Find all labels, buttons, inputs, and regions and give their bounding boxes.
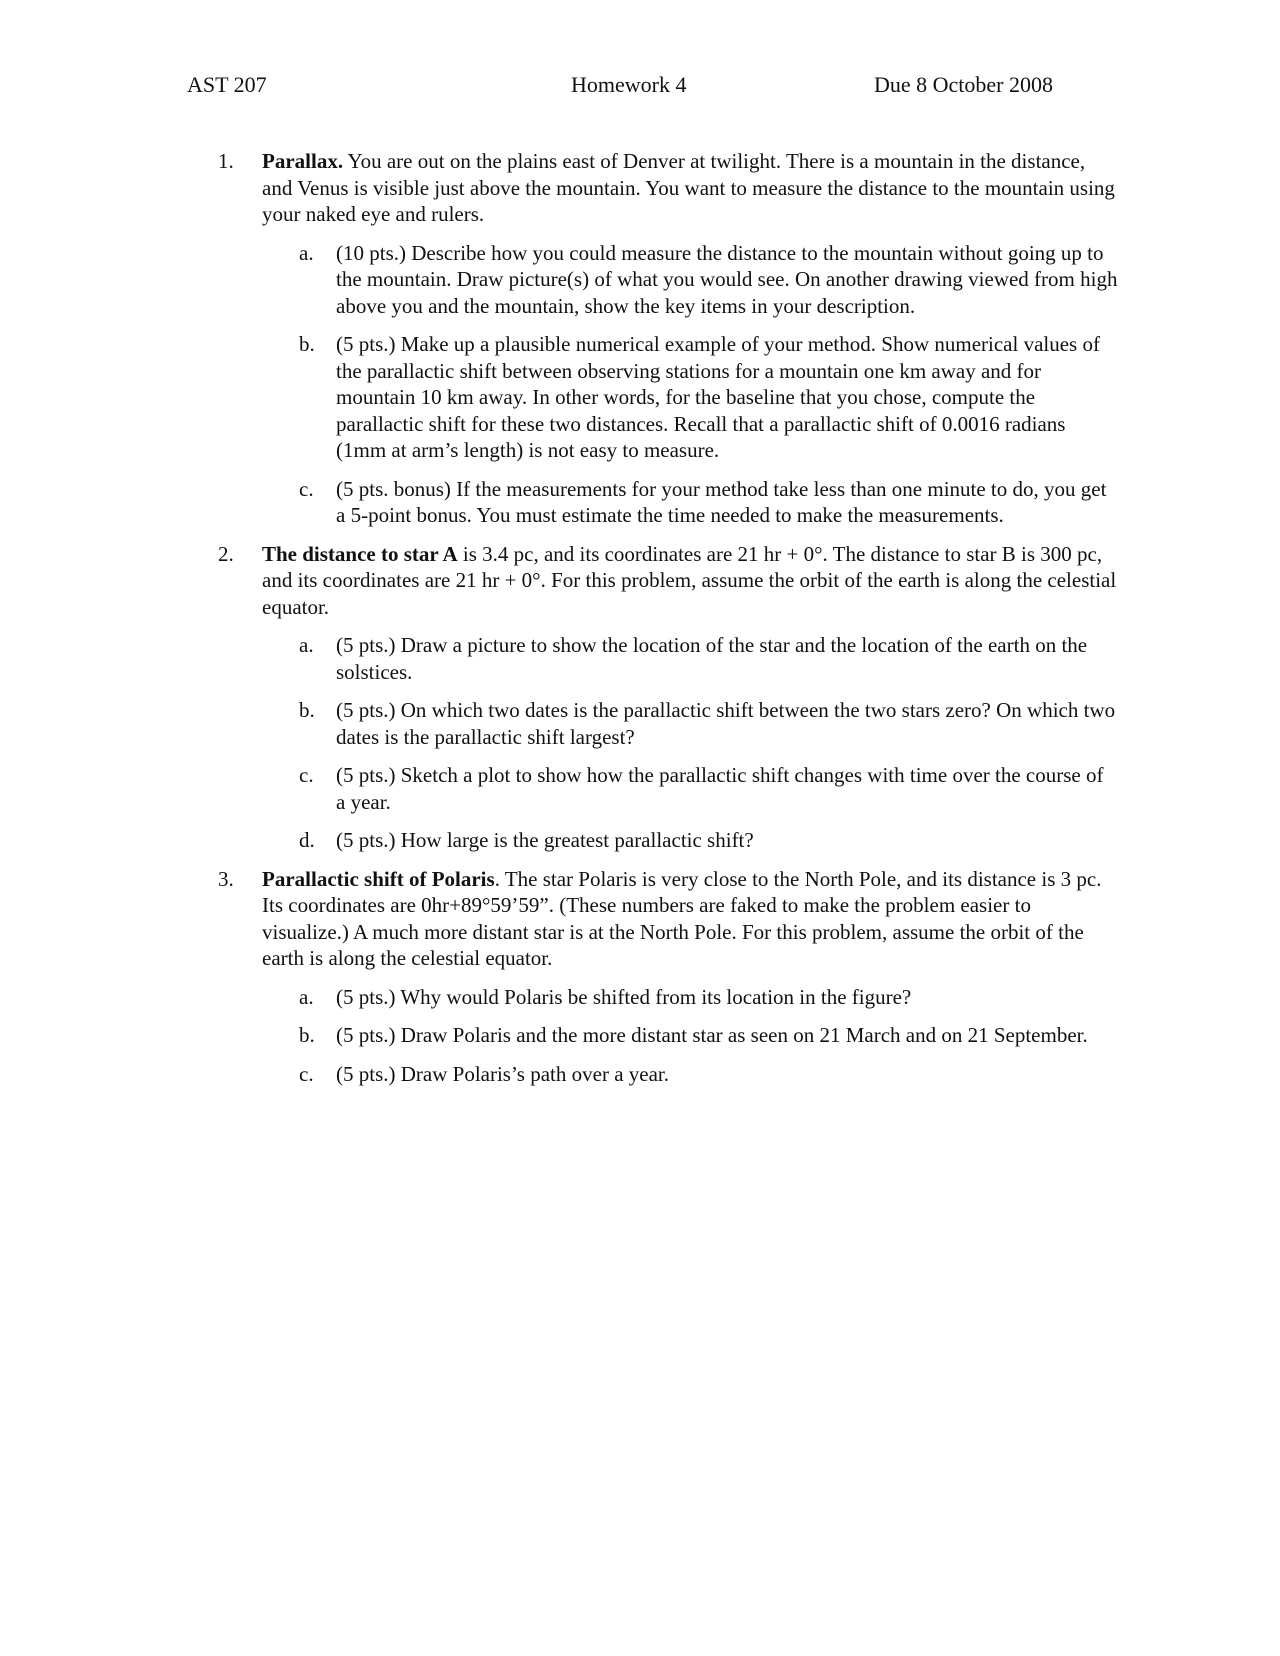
part-item [262,331,1118,464]
problem-1 [218,148,1118,529]
problem-title: The distance to star A [262,541,458,566]
problem-text: . The star Polaris is very close to the North Pole, and its distance is 3 pc. Its coordinates are 0hr+89°59’59”. (These numbers are faked to make the problem easier to visualize.) A much more distant star is at the North Pole. For this problem, assume the orbit of the earth is along the celestial equator. [262,866,1102,970]
part-list [262,984,1118,1088]
part-item [262,984,1118,1011]
problem-stem [262,541,1118,621]
part-letter: c. [299,476,314,501]
part-letter: b. [299,1023,315,1047]
part-item [262,762,1118,815]
part-text: (5 pts.) Make up a plausible numerical example of your method. Show numerical values of the parallactic shift between observing stations for a mountain one km away and for mountain 10 km away. In other words, for the baseline that you chose, compute the parallactic shift for these two distances. Recall that a parallactic shift of 0.0016 radians (1mm at arm’s length) is not easy to measure. [336,332,1100,462]
part-letter: b. [299,698,315,722]
part-text: (5 pts.) Why would Polaris be shifted from its location in the figure? [336,984,912,1009]
problem-list [218,148,1118,1099]
part-letter: d. [299,828,315,852]
part-letter: a. [299,633,314,657]
problem-text: is 3.4 pc, and its coordinates are 21 hr + 0°. The distance to star B is 300 pc, and its coordinates are 21 hr + 0°. For this problem, assume the orbit of the earth is along the celestial equator. [262,541,1117,619]
document-title: Homework 4 [571,72,687,97]
part-list [262,240,1118,529]
problem-text: You are out on the plains east of Denver at twilight. There is a mountain in the distance, and Venus is visible just above the mountain. You want to measure the distance to the mountain using your naked eye and rulers. [262,149,1115,226]
due-date: Due 8 October 2008 [874,72,1054,97]
part-list [262,632,1118,854]
problem-number: 3. [218,866,234,891]
part-item [262,240,1118,320]
part-text: (5 pts.) On which two dates is the parallactic shift between the two stars zero? On which two dates is the parallactic shift largest? [336,698,1116,749]
part-item [262,827,1118,854]
problem-number: 1. [218,149,234,173]
problem-2 [218,541,1118,854]
problem-3 [218,866,1118,1088]
problem-number: 2. [218,541,234,566]
part-letter: b. [299,332,315,356]
part-letter: a. [299,240,314,265]
part-item [262,697,1118,750]
problem-title: Parallax. [262,149,344,173]
part-text: (10 pts.) Describe how you could measure the distance to the mountain without going up to the mountain. Draw picture(s) of what you would see. On another drawing viewed from high above you and the mountain, show the key items in your description. [336,240,1118,318]
part-item [262,476,1118,529]
part-text: (5 pts.) How large is the greatest parallactic shift? [336,828,754,852]
part-letter: c. [299,1061,314,1086]
part-text: (5 pts.) Draw a picture to show the location of the star and the location of the earth on the solstices. [336,633,1088,684]
part-text: (5 pts. bonus) If the measurements for your method take less than one minute to do, you get a 5-point bonus. You must estimate the time needed to make the measurements. [336,476,1107,527]
part-text: (5 pts.) Sketch a plot to show how the parallactic shift changes with time over the course of a year. [336,763,1104,814]
part-item [262,632,1118,685]
course-code: AST 207 [187,72,267,97]
page-header [187,72,1087,104]
problem-title: Parallactic shift of Polaris [262,866,495,891]
part-text: (5 pts.) Draw Polaris and the more distant star as seen on 21 March and on 21 September. [336,1023,1088,1047]
part-text: (5 pts.) Draw Polaris’s path over a year. [336,1061,669,1086]
part-item [262,1022,1118,1049]
problem-stem [262,866,1118,972]
part-letter: a. [299,984,314,1009]
part-item [262,1061,1118,1088]
part-letter: c. [299,763,314,787]
problem-stem [262,148,1118,228]
